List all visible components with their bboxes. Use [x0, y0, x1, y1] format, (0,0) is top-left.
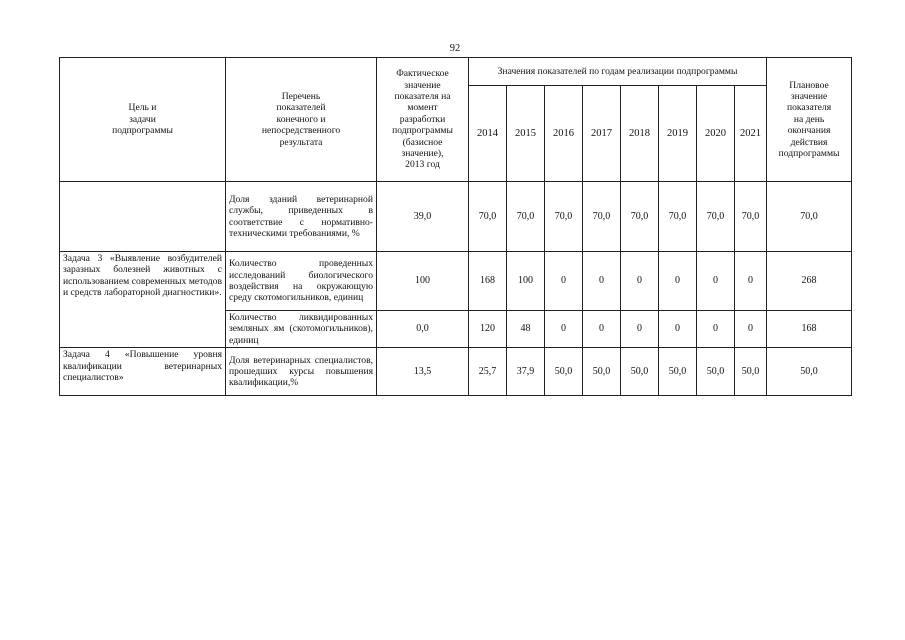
year-header: 2017 — [583, 86, 621, 182]
value-cell: 50,0 — [583, 348, 621, 396]
actual-cell: 13,5 — [377, 348, 469, 396]
value-cell: 50,0 — [545, 348, 583, 396]
task-cell: Задача 3 «Выявление возбудителей заразных болезней животных с использованием современных методов и средств лабораторной диагностики». — [60, 252, 226, 348]
actual-cell: 100 — [377, 252, 469, 311]
indicator-cell: Доля зданий ветеринарной службы, приведенных в соответствие с нормативно-техническими требованиями, % — [226, 182, 377, 252]
value-cell: 0 — [659, 311, 697, 348]
value-cell: 168 — [469, 252, 507, 311]
value-cell: 70,0 — [507, 182, 545, 252]
value-cell: 50,0 — [659, 348, 697, 396]
value-cell: 0 — [735, 311, 767, 348]
task-cell: Задача 4 «Повышение уровня квалификации ветеринарных специалистов» — [60, 348, 226, 396]
year-header: 2021 — [735, 86, 767, 182]
value-cell: 0 — [545, 252, 583, 311]
year-header: 2018 — [621, 86, 659, 182]
value-cell: 50,0 — [735, 348, 767, 396]
value-cell: 70,0 — [621, 182, 659, 252]
value-cell: 25,7 — [469, 348, 507, 396]
value-cell: 0 — [697, 252, 735, 311]
value-cell: 0 — [583, 252, 621, 311]
actual-cell: 0,0 — [377, 311, 469, 348]
table-row — [60, 348, 852, 396]
task-cell — [60, 182, 226, 252]
value-cell: 70,0 — [583, 182, 621, 252]
value-cell: 0 — [735, 252, 767, 311]
value-cell: 0 — [697, 311, 735, 348]
value-cell: 70,0 — [469, 182, 507, 252]
planned-cell: 268 — [767, 252, 852, 311]
value-cell: 48 — [507, 311, 545, 348]
indicator-cell: Доля ветеринарных специалистов, прошедших курсы повышения квалификации,% — [226, 348, 377, 396]
value-cell: 70,0 — [545, 182, 583, 252]
header-indicators: Перечень показателей конечного и непосредственного результата — [226, 58, 377, 182]
planned-cell: 70,0 — [767, 182, 852, 252]
header-goal: Цель и задачи подпрограммы — [60, 58, 226, 182]
value-cell: 0 — [545, 311, 583, 348]
value-cell: 100 — [507, 252, 545, 311]
year-header: 2019 — [659, 86, 697, 182]
value-cell: 37,9 — [507, 348, 545, 396]
planned-cell: 168 — [767, 311, 852, 348]
table-row — [60, 182, 852, 252]
year-header: 2016 — [545, 86, 583, 182]
year-header: 2014 — [469, 86, 507, 182]
header-years-group: Значения показателей по годам реализации подпрограммы — [469, 58, 767, 86]
value-cell: 120 — [469, 311, 507, 348]
indicators-table — [59, 57, 852, 396]
value-cell: 70,0 — [735, 182, 767, 252]
page-number: 92 — [449, 43, 461, 54]
table-row — [60, 252, 852, 311]
value-cell: 70,0 — [659, 182, 697, 252]
value-cell: 0 — [621, 311, 659, 348]
indicator-cell: Количество ликвидированных земляных ям (скотомогильников), единиц — [226, 311, 377, 348]
indicator-cell: Количество проведенных исследований биологического воздействия на окружающую среду скотомогильников, единиц — [226, 252, 377, 311]
planned-cell: 50,0 — [767, 348, 852, 396]
value-cell: 70,0 — [697, 182, 735, 252]
value-cell: 0 — [659, 252, 697, 311]
value-cell: 0 — [583, 311, 621, 348]
actual-cell: 39,0 — [377, 182, 469, 252]
value-cell: 50,0 — [697, 348, 735, 396]
header-actual: Фактическое значение показателя на момент разработки подпрограммы (базисное значение), 2013 год — [377, 58, 469, 182]
value-cell: 0 — [621, 252, 659, 311]
year-header: 2015 — [507, 86, 545, 182]
year-header: 2020 — [697, 86, 735, 182]
value-cell: 50,0 — [621, 348, 659, 396]
header-planned: Плановое значение показателя на день окончания действия подпрограммы — [767, 58, 852, 182]
